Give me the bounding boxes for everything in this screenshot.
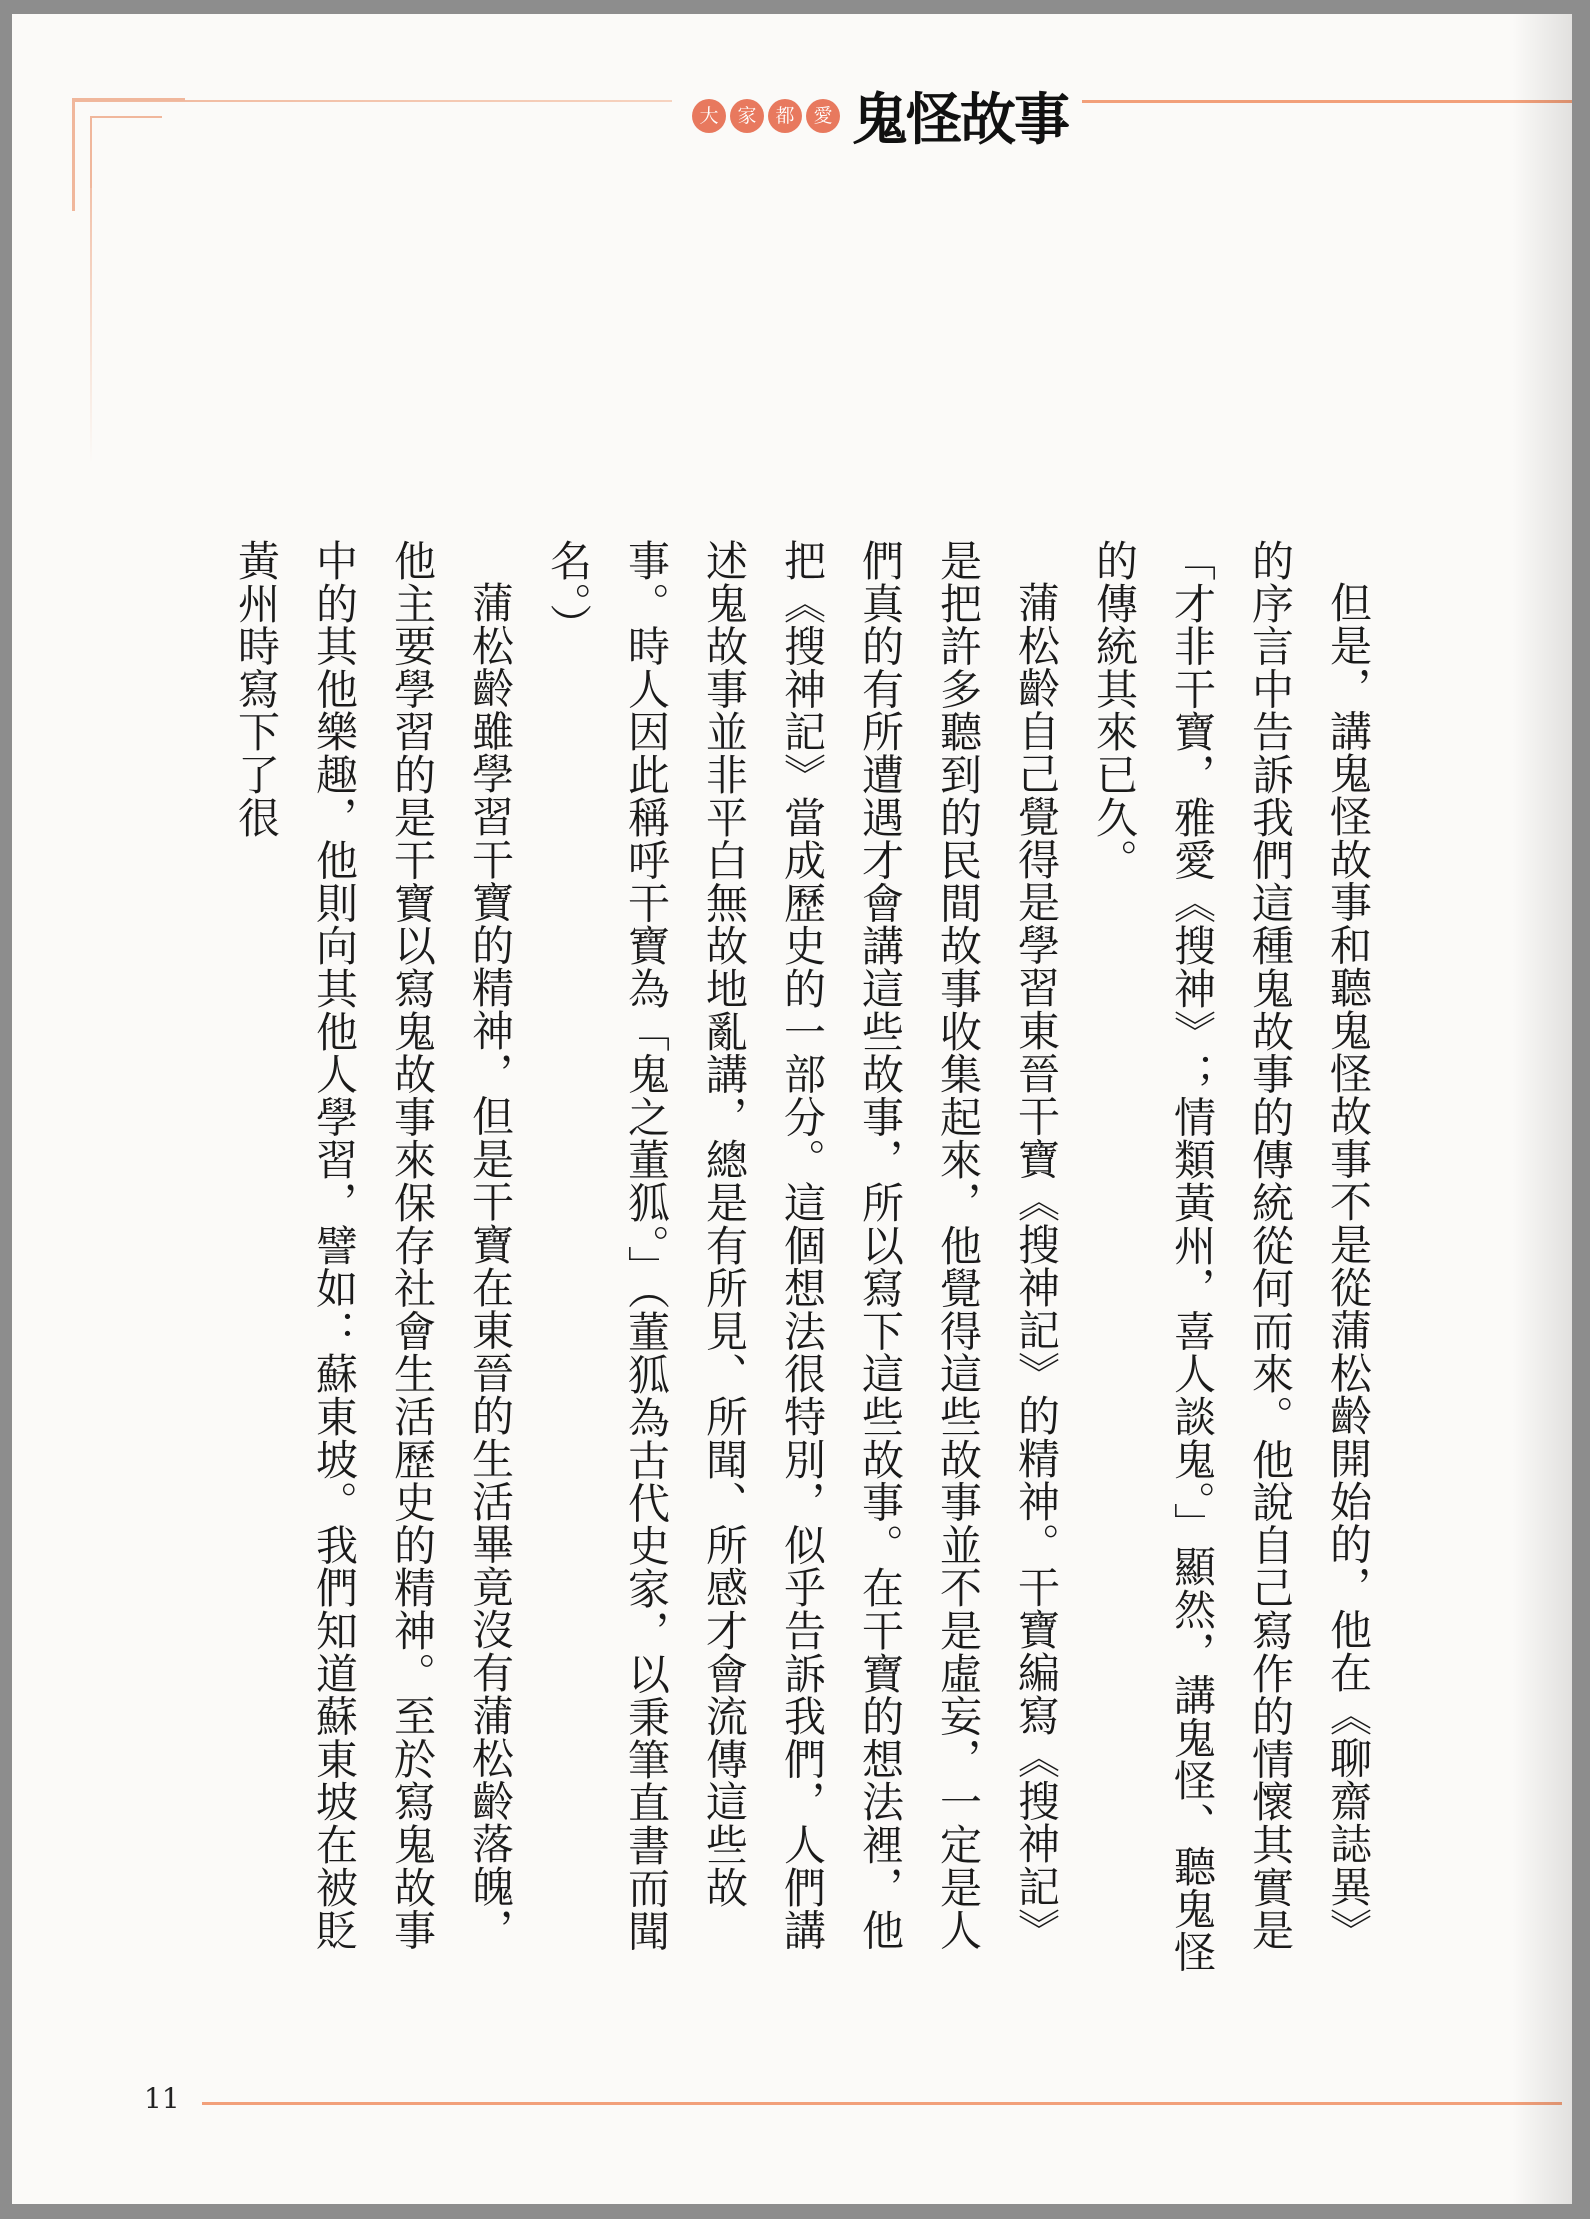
header-rule-right [1082, 100, 1572, 103]
corner-ornament-inner [90, 116, 162, 188]
header-title: 鬼怪故事 [852, 88, 1068, 153]
header-badge: 都 [768, 99, 802, 133]
header-badge: 家 [730, 99, 764, 133]
paragraph: 蒲松齡自己覺得是學習東晉干寶《搜神記》的精神。干寶編寫《搜神記》是把許多聽到的民間故事收集起來，他覺得這些故事並不是虛妄，一定是人們真的有所遭遇才會講這些故事，所以寫下這些故事。在干寶的想法裡，他把《搜神記》當成歷史的一部分。這個想法很特別，似乎告訴我們，人們講述鬼故事並非平白無故地亂講，總是有所見、所聞、所感才會流傳這些故事。時人因此稱呼干寶為「鬼之董狐。」（董狐為古代史家，以秉筆直書而聞名。） [544, 539, 1061, 1953]
page-number: 11 [144, 2082, 180, 2115]
header-badge: 大 [692, 99, 726, 133]
frame-left-rule [90, 144, 92, 464]
paragraph: 蒲松齡雖學習干寶的精神，但是干寶在東晉的生活畢竟沒有蒲松齡落魄，他主要學習的是干寶以寫鬼故事來保存社會生活歷史的精神。至於寫鬼故事中的其他樂趣，他則向其他人學習，譬如：蘇東坡。我們知道蘇東坡在被貶黃州時寫下了很 [232, 539, 515, 1952]
header-badge: 愛 [806, 99, 840, 133]
book-page [12, 14, 1572, 2204]
footer-rule [202, 2102, 1562, 2105]
body-text [217, 539, 1387, 1979]
paragraph: 但是，講鬼怪故事和聽鬼怪故事不是從蒲松齡開始的，他在《聊齋誌異》的序言中告訴我們這種鬼故事的傳統從何而來。他說自己寫作的情懷其實是「才非干寶，雅愛《搜神》；情類黃州，喜人談鬼。」顯然，講鬼怪、聽鬼怪的傳統其來已久。 [1090, 539, 1373, 1974]
running-header [692, 76, 1068, 156]
